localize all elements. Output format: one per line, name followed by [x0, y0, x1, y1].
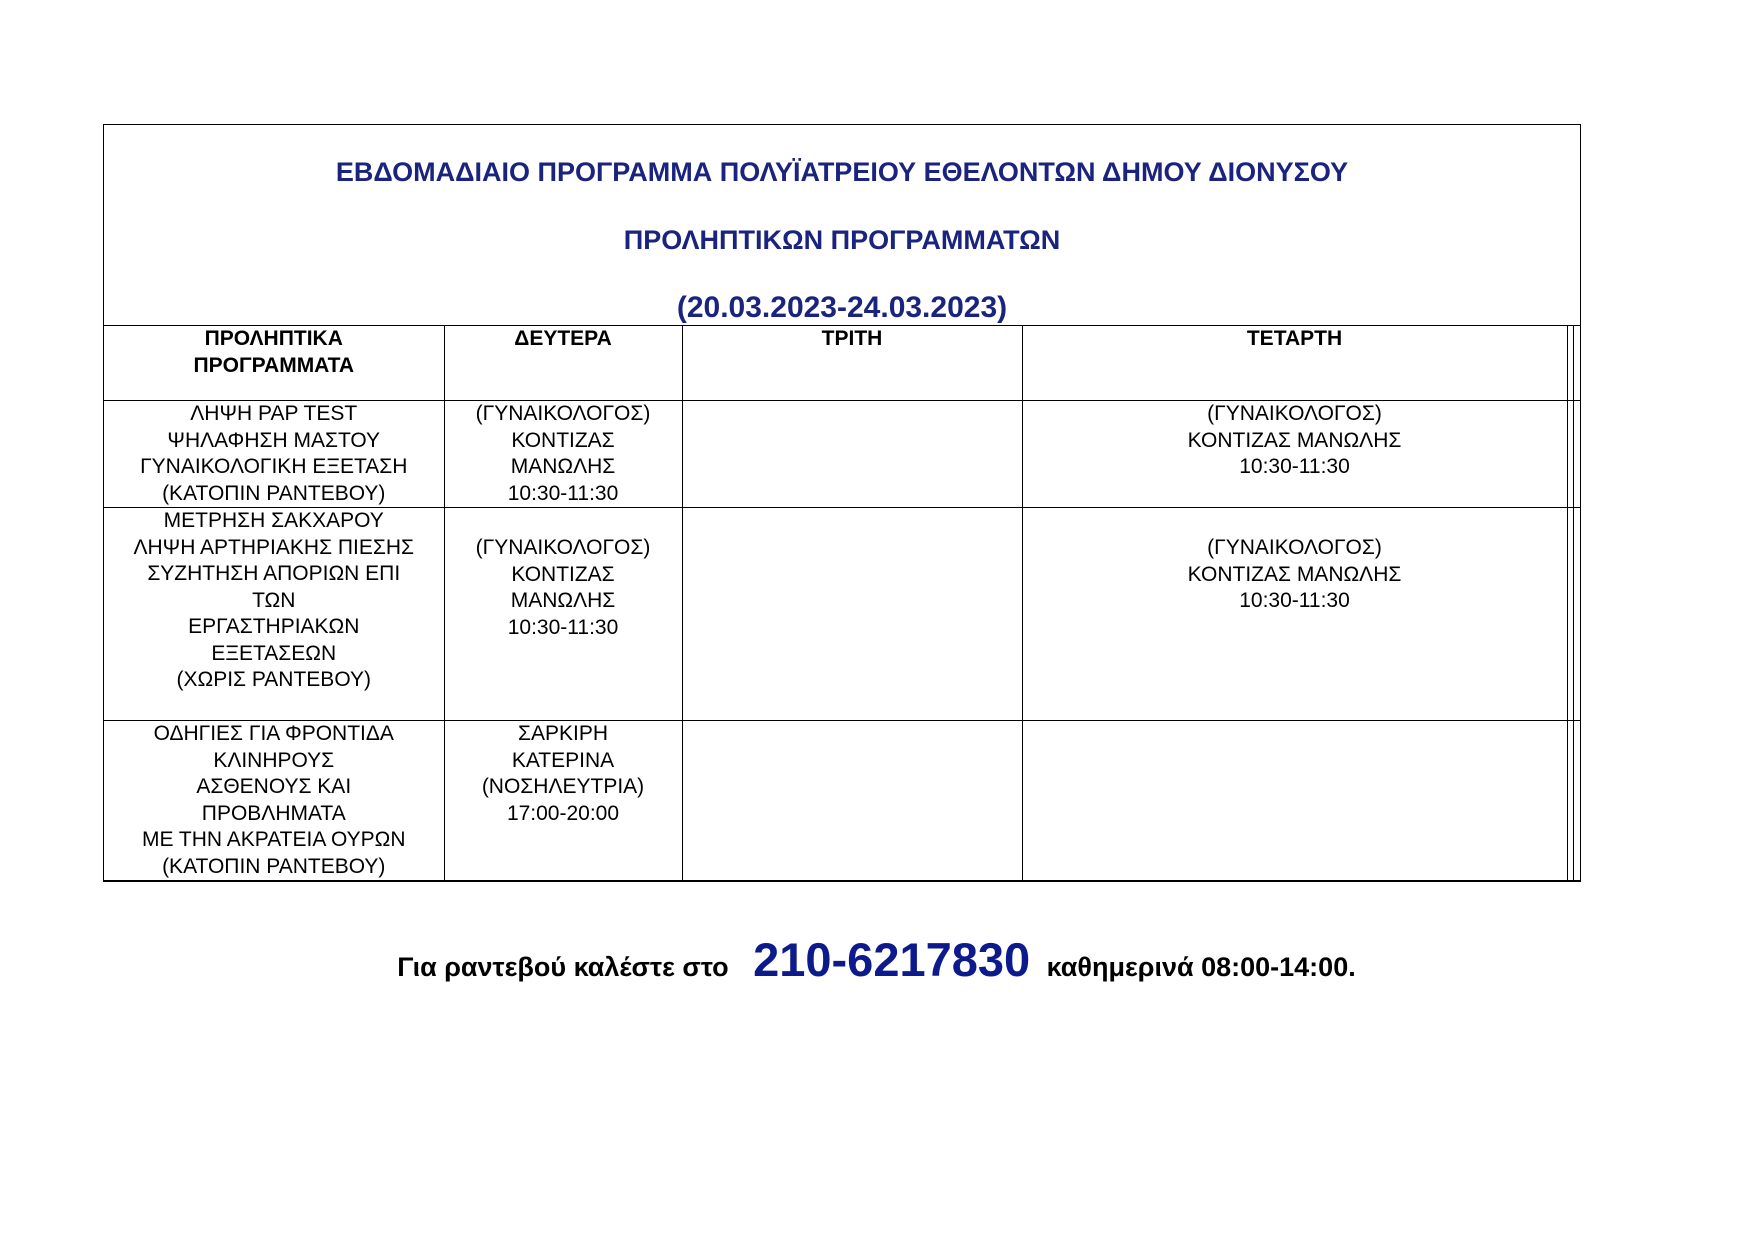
phone-number: 210-6217830: [753, 933, 1031, 986]
table-edge-cell: [1567, 401, 1580, 508]
header-wednesday: ΤΕΤΑΡΤΗ: [1022, 326, 1567, 401]
schedule-table: [104, 325, 1580, 881]
edge-divider: [1573, 721, 1581, 880]
cell-wednesday: (ΓΥΝΑΙΚΟΛΟΓΟΣ) ΚΟΝΤΙΖΑΣ ΜΑΝΩΛΗΣ 10:30-11:30: [1022, 508, 1567, 721]
date-range: (20.03.2023-24.03.2023): [676, 291, 1008, 324]
page-title: ΕΒΔΟΜΑΔΙΑΙΟ ΠΡΟΓΡΑΜΜΑ ΠΟΛΥΪΑΤΡΕΙΟΥ ΕΘΕΛΟΝΤΩΝ ΔΗΜΟΥ ΔΙΟΝΥΣΟΥ: [335, 157, 1349, 187]
footer-prefix: Για ραντεβού καλέστε στο: [397, 952, 729, 982]
table-row: [104, 508, 1580, 721]
cell-program: ΟΔΗΓΙΕΣ ΓΙΑ ΦΡΟΝΤΙΔΑ ΚΛΙΝΗΡΟΥΣ ΑΣΘΕΝΟΥΣ ΚΑΙ ΠΡΟΒΛΗΜΑΤΑ ΜΕ ΤΗΝ ΑΚΡΑΤΕΙΑ ΟΥΡΩΝ (ΚΑΤΟΠΙΝ ΡΑΝΤΕΒΟΥ): [104, 721, 444, 881]
cell-program: ΛΗΨΗ PAP TEST ΨΗΛΑΦΗΣΗ ΜΑΣΤΟΥ ΓΥΝΑΙΚΟΛΟΓΙΚΗ ΕΞΕΤΑΣΗ (ΚΑΤΟΠΙΝ ΡΑΝΤΕΒΟΥ): [104, 401, 444, 508]
cell-tuesday: [682, 508, 1022, 721]
table-edge-cell: [1567, 326, 1580, 401]
table-edge-cell: [1567, 721, 1580, 881]
table-header-row: [104, 326, 1580, 401]
header-tuesday: ΤΡΙΤΗ: [682, 326, 1022, 401]
page-subtitle: ΠΡΟΛΗΠΤΙΚΩΝ ΠΡΟΓΡΑΜΜΑΤΩΝ: [623, 225, 1061, 255]
header-programs: ΠΡΟΛΗΠΤΙΚΑ ΠΡΟΓΡΑΜΜΑΤΑ: [104, 326, 444, 401]
header-monday: ΔΕΥΤΕΡΑ: [444, 326, 682, 401]
footer-contact: [0, 932, 1753, 987]
table-row: [104, 721, 1580, 881]
edge-divider: [1573, 401, 1581, 507]
cell-wednesday: (ΓΥΝΑΙΚΟΛΟΓΟΣ) ΚΟΝΤΙΖΑΣ ΜΑΝΩΛΗΣ 10:30-11:30: [1022, 401, 1567, 508]
cell-tuesday: [682, 721, 1022, 881]
cell-monday: (ΓΥΝΑΙΚΟΛΟΓΟΣ) ΚΟΝΤΙΖΑΣ ΜΑΝΩΛΗΣ 10:30-11:30: [444, 508, 682, 721]
schedule-sheet: [103, 124, 1581, 882]
edge-divider: [1573, 326, 1581, 400]
table-row: [104, 401, 1580, 508]
table-edge-cell: [1567, 508, 1580, 721]
cell-monday: (ΓΥΝΑΙΚΟΛΟΓΟΣ) ΚΟΝΤΙΖΑΣ ΜΑΝΩΛΗΣ 10:30-11:30: [444, 401, 682, 508]
title-block: [104, 125, 1580, 325]
cell-wednesday: [1022, 721, 1567, 881]
edge-divider: [1573, 508, 1581, 720]
cell-program: ΜΕΤΡΗΣΗ ΣΑΚΧΑΡΟΥ ΛΗΨΗ ΑΡΤΗΡΙΑΚΗΣ ΠΙΕΣΗΣ ΣΥΖΗΤΗΣΗ ΑΠΟΡΙΩΝ ΕΠΙ ΤΩΝ ΕΡΓΑΣΤΗΡΙΑΚΩΝ ΕΞΕΤΑΣΕΩΝ (ΧΩΡΙΣ ΡΑΝΤΕΒΟΥ): [104, 508, 444, 721]
cell-monday: ΣΑΡΚΙΡΗ ΚΑΤΕΡΙΝΑ (ΝΟΣΗΛΕΥΤΡΙΑ) 17:00-20:00: [444, 721, 682, 881]
footer-suffix: καθημερινά 08:00-14:00.: [1046, 952, 1356, 982]
cell-tuesday: [682, 401, 1022, 508]
